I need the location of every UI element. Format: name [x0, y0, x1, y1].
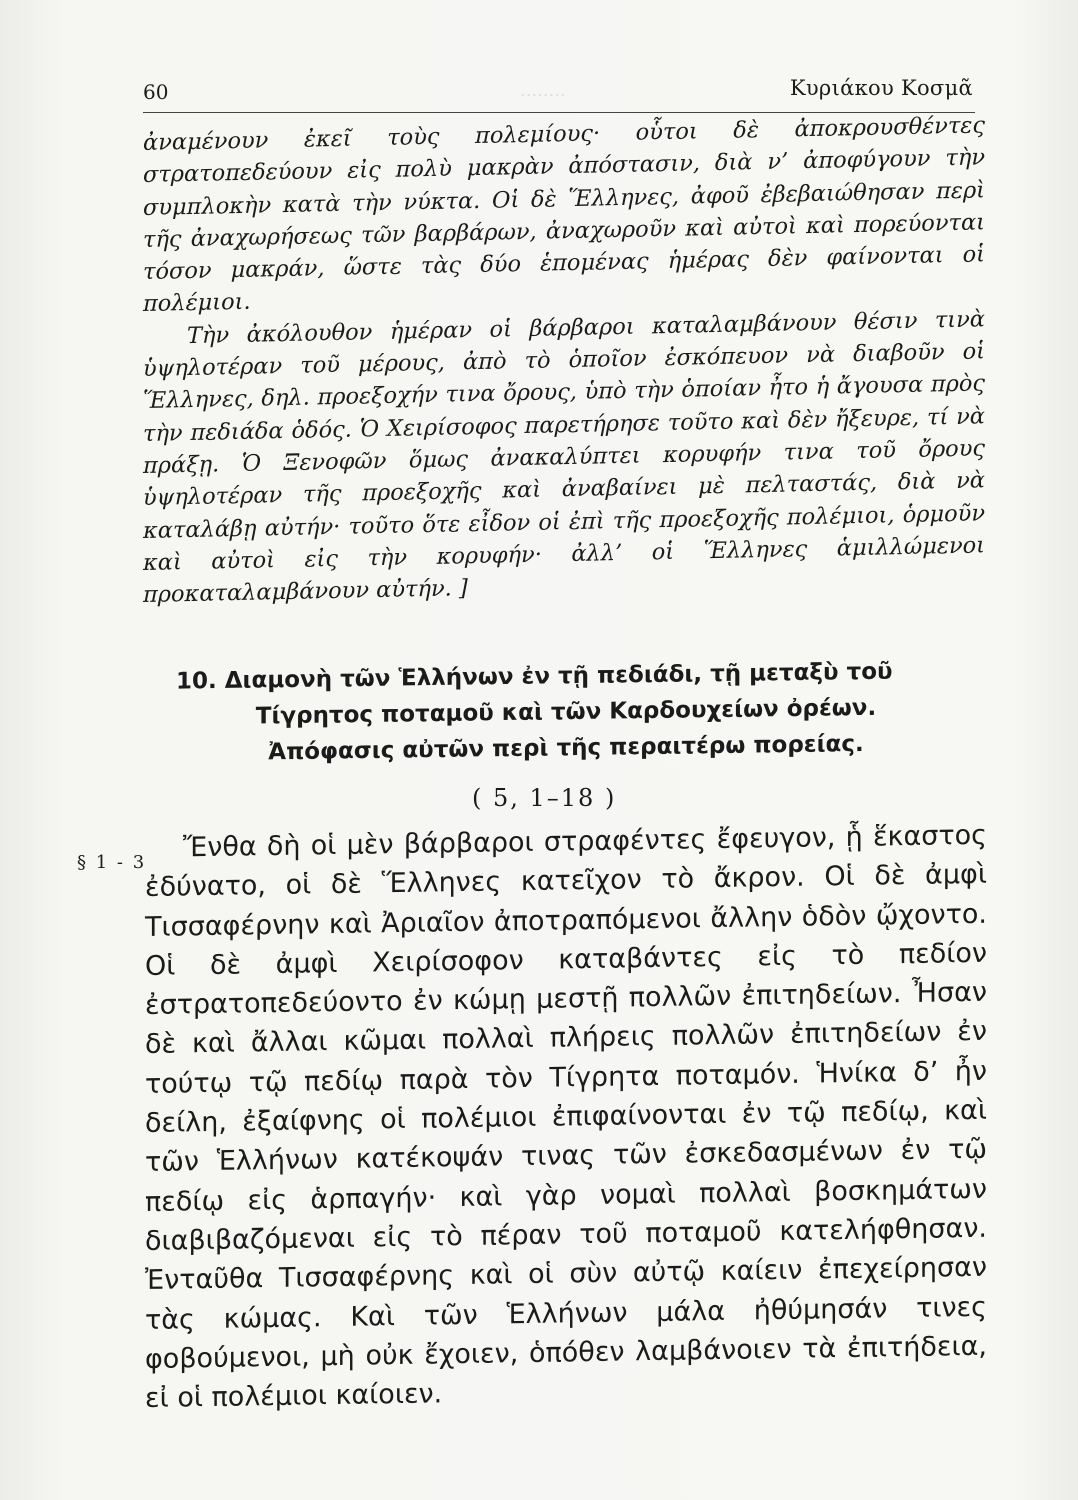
section-heading-line-1: 10. Διαμονὴ τῶν Ἑλλήνων ἐν τῇ πεδιάδι, τῇ μεταξὺ τοῦ: [176, 658, 893, 695]
main-text: [145, 816, 987, 1419]
intro-paragraph-2: Τὴν ἀκόλουθον ἡμέραν οἱ βάρβαροι καταλαμβάνουν θέσιν τινὰ ὑψηλοτέραν τοῦ μέρους, ἀπὸ τὸ ὁποῖον ἐσκόπευον νὰ διαβοῦν οἱ Ἕλληνες, δηλ. προεξοχήν τινα ὄρους, ὑπὸ τὴν ὁποίαν ἦτο ἡ ἄγουσα πρὸς τὴν πεδιάδα ὁδός. Ὁ Χειρίσοφος παρετήρησε τοῦτο καὶ δὲν ἤξευρε, τί νὰ πράξῃ. Ὁ Ξενοφῶν ὅμως ἀνακαλύπτει κορυφήν τινα τοῦ ὄρους ὑψηλοτέραν τῆς προεξοχῆς καὶ ἀναβαίνει μὲ πελταστάς, διὰ νὰ καταλάβῃ αὐτήν· τοῦτο ὅτε εἶδον οἱ ἐπὶ τῆς προεξοχῆς πολέμιοι, ὁρμοῦν καὶ αὐτοὶ εἰς τὴν κορυφήν· ἀλλ’ οἱ Ἕλληνες ἁμιλλώμενοι προκαταλαμβάνουν αὐτήν. ]: [143, 306, 985, 609]
page-header: [143, 72, 975, 113]
section-heading-line-3: Ἀπόφασις αὐτῶν περὶ τῆς περαιτέρω πορείας.: [268, 731, 864, 766]
intro-paragraph-1: ἀναμένουν ἐκεῖ τοὺς πολεμίους· οὗτοι δὲ ἀποκρουσθέντες στρατοπεδεύουν εἰς πολὺ μακρὰν ἀπόστασιν, διὰ ν’ ἀποφύγουν τὴν συμπλοκὴν κατὰ τὴν νύκτα. Οἱ δὲ Ἕλληνες, ἀφοῦ ἐβεβαιώθησαν περὶ τῆς ἀναχωρήσεως τῶν βαρβάρων, ἀναχωροῦν καὶ αὐτοὶ καὶ πορεύονται τόσον μακράν, ὥστε τὰς δύο ἑπομένας ἡμέρας δὲν φαίνονται οἱ πολέμιοι.: [143, 112, 985, 318]
main-paragraph: Ἔνθα δὴ οἱ μὲν βάρβαροι στραφέντες ἔφευγον, ᾗ ἕκαστος ἐδύνατο, οἱ δὲ Ἕλληνες κατεῖχον τὸ ἄκρον. Οἱ δὲ ἀμφὶ Τισσαφέρνην καὶ Ἀριαῖον ἀποτραπόμενοι ἄλλην ὁδὸν ᾤχοντο. Οἱ δὲ ἀμφὶ Χειρίσοφον καταβάντες εἰς τὸ πεδίον ἐστρατοπεδεύοντο ἐν κώμῃ μεστῇ πολλῶν ἐπιτηδείων. Ἦσαν δὲ καὶ ἄλλαι κῶμαι πολλαὶ πλήρεις πολλῶν ἐπιτηδείων ἐν τούτῳ τῷ πεδίῳ παρὰ τὸν Τίγρητα ποταμόν. Ἡνίκα δ’ ἦν δείλη, ἐξαίφνης οἱ πολέμιοι ἐπιφαίνονται ἐν τῷ πεδίῳ, καὶ τῶν Ἑλλήνων κατέκοψάν τινας τῶν ἐσκεδασμένων ἐν τῷ πεδίῳ εἰς ἁρπαγήν· καὶ γὰρ νομαὶ πολλαὶ βοσκημάτων διαβιβαζόμεναι εἰς τὸ πέραν τοῦ ποταμοῦ κατελήφθησαν. Ἐνταῦθα Τισσαφέρνης καὶ οἱ σὺν αὐτῷ καίειν ἐπεχείρησαν τὰς κώμας. Καὶ τῶν Ἑλλήνων μάλα ἠθύμησάν τινες φοβούμενοι, μὴ οὐκ ἔχοιεν, ὁπόθεν λαμβάνοιεν τὰ ἐπιτήδεια, εἰ οἱ πολέμιοι καίοιεν.: [145, 819, 987, 1415]
section-heading-line-2: Τίγρητος ποταμοῦ καὶ τῶν Καρδουχείων ὀρέων.: [255, 694, 877, 730]
section-heading: [148, 652, 984, 772]
margin-reference: § 1 - 3: [77, 852, 147, 873]
section-reference: ( 5, 1–18 ): [472, 784, 617, 812]
running-head: Κυριάκου Κοσμᾶ: [789, 76, 973, 100]
page-number: 60: [143, 80, 169, 104]
intro-summary: [143, 109, 985, 611]
bleed-through-shadow: ........: [520, 80, 566, 101]
